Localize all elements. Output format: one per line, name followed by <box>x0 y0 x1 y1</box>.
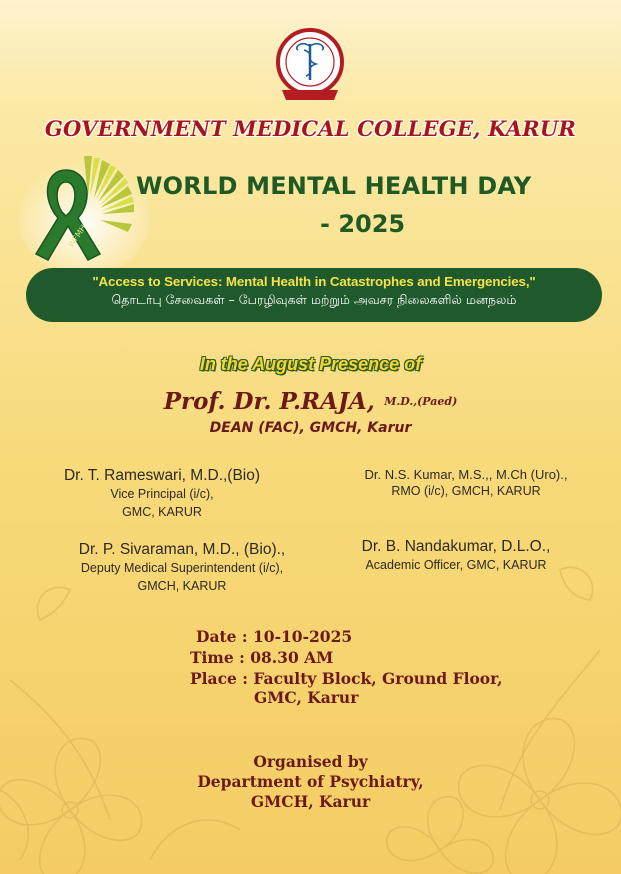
college-title: GOVERNMENT MEDICAL COLLEGE, KARUR <box>44 116 577 141</box>
dignitary <box>346 467 586 500</box>
theme-banner <box>26 268 602 322</box>
dignitary-role: Vice Principal (i/c), <box>110 487 214 501</box>
dignitary-role: GMC, KARUR <box>122 505 202 519</box>
event-details <box>190 626 550 708</box>
dignitary <box>56 541 308 595</box>
chief-guest-name: Prof. Dr. P.RAJA, <box>163 388 375 415</box>
dignitary-name: Dr. N.S. Kumar, M.S.,, M.Ch (Uro)., <box>364 467 568 482</box>
event-place: Place : Faculty Block, Ground Floor, <box>190 669 503 688</box>
chief-guest-designation: DEAN (FAC), GMCH, Karur <box>209 420 412 436</box>
floral-background <box>0 560 621 874</box>
organiser-label: Organised by <box>253 752 368 771</box>
dignitary-role: GMCH, KARUR <box>137 579 227 593</box>
dignitary-name: Dr. T. Rameswari, M.D.,(Bio) <box>63 467 261 484</box>
dignitary-name: Dr. P. Sivaraman, M.D., (Bio)., <box>78 541 286 558</box>
ribbon-label: WFMH <box>66 223 89 250</box>
organiser <box>0 752 621 812</box>
presence-heading: In the August Presence of <box>199 354 422 374</box>
theme-english: "Access to Services: Mental Health in Catastrophes and Emergencies," <box>92 274 536 289</box>
event-place-line2: GMC, Karur <box>254 688 359 707</box>
theme-tamil: தொடர்பு சேவைகள் – பேரழிவுகள் மற்றும் அவசர நிலைகளில் மனநலம் <box>111 292 517 307</box>
event-time: Time : 08.30 AM <box>190 648 334 667</box>
dignitary-role: Academic Officer, GMC, KARUR <box>365 558 547 572</box>
event-year: - 2025 <box>320 210 406 238</box>
organiser-institution: GMCH, Karur <box>250 792 371 811</box>
chief-guest-qualification: M.D.,(Paed) <box>384 395 458 408</box>
mental-health-ribbon-icon <box>14 148 150 276</box>
dignitary-name: Dr. B. Nandakumar, D.L.O., <box>361 538 551 555</box>
organiser-department: Department of Psychiatry, <box>197 772 424 791</box>
dignitary <box>338 538 574 574</box>
event-title: WORLD MENTAL HEALTH DAY <box>136 172 532 200</box>
chief-guest <box>0 388 621 415</box>
college-logo <box>268 28 352 104</box>
event-date: Date : 10-10-2025 <box>196 627 353 646</box>
dignitary <box>58 467 266 521</box>
dignitary-role: Deputy Medical Superintendent (i/c), <box>80 561 284 575</box>
dignitary-role: RMO (i/c), GMCH, KARUR <box>391 484 541 498</box>
